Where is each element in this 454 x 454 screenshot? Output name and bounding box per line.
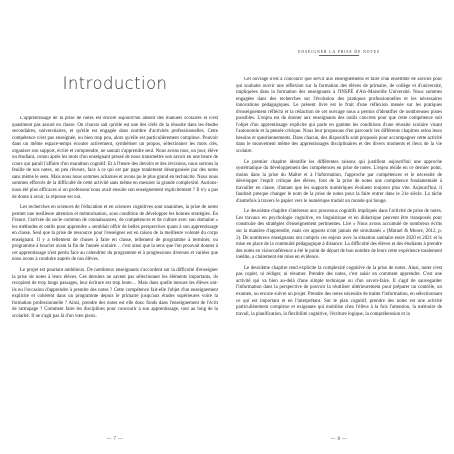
chapter-title: Introduction <box>62 74 168 93</box>
paragraph: L'apprentissage de la prise de notes est encore aujourd'hui absent des manuels scolaires et n'est quasiment pas assuré en classe. On chacun sait qu'elle est une des clefs de la réussite dans les études secondaires, universitaires, et qu'elle est engagée dans nombre d'activités professionnelles. Cette compétence n'est pas enseignée, ou bien trop peu, alors qu'elle est particulièrement complexe. Pouvoir dans un même espace-temps écouter activement, synthétiser un propos, sélectionner les mots clés, organiser son support, écrire et comprendre, ne saurait s'apprendre seul. Nous avons tous, un jour, élève ou étudiant, connu après les mots d'un enseignant pressé de nous transmettre son savoir en une heure de cours qui paraît l'affaire d'un marathon cognitif. Et à l'heure des devoirs et des révisions, nous sortons la feuille de nos notes, un peu rêveurs, face à ce qui est par page totalement désorganisée par des notes sans même le sens. Mais nous nous sommes acharnés et avons pu le plus grand en technicité. Nous nous sommes efforcés de la difficulté de cette activité sans même en mesurer la grande complexité. Aurions-nous été plus efficaces si on professeur nous avait ensuite son enseignement explicitement ? Il n'y a pas de doute à avoir, la réponse est oui. <box>12 116 218 200</box>
left-page-body <box>12 116 218 428</box>
paragraph: Le deuxième chapitre s'intéresse aux processus cognitifs impliqués dans l'activité de prise de notes. Les travaux en psychologie cognitive, en linguistique et en didactique peuvent être transposés pour construire des stratégies d'enseignement pertinentes. Lire « Nous avons accumulé de nombreux écrits sur la manière d'apprendre, mais ces apports n'ont jamais été simultanés » (Mutuel & Moore, 2012, p. 3). De nombreux enseignants ont compris ces enjeux avec la situation sanitaire entre 2020 et 2021 et la mise en place de la continuité pédagogique à distance. La difficulté des élèves et des étudiants à prendre des notes en visioconférence a été le point de départ de bon nombre de leurs cette expérience totalement inédite, a clairement été mise en évidence. <box>236 209 442 261</box>
page-number: — 7 — <box>106 437 124 442</box>
right-page <box>236 0 442 454</box>
paragraph: Cet ouvrage n'est à concourir que servir aux enseignements et faire d'un ensemble de savoirs pour qui souhaite ouvrir une réflexion sur la formation des élèves de primaire, de collège et d'université, impliquées dans la formation des enseignants à l'INSPÉ d'Aix-Marseille Université. Nous sommes engagées dans des recherches sur l'évolution des pratiques professionnelles et les nécessaires innovations pédagogiques. Le présent livre est le fruit d'une réflexion menée sur les pratiques d'enseignement réfléchi et la rédaction de cet ouvrage nous a permis d'identifier de nombreuses pistes possibles. L'enjeu est de donner aux enseignants des outils concrets pour que cette compétence soit l'objet d'un apprentissage explicite qui parle en gamme les conditions d'une réussite scolaire visant l'autonomie et la pensée critique. Nous leur proposons d'en parcourir les différents chapitres selon leurs besoins et questionnements. Dans chacun, des dispositifs sont proposés pour accompagner cette activité dans le mouvement même des apprentissages disciplinaires et des divers moments et lieux de la vie scolaire. <box>236 77 442 155</box>
paragraph: Les recherches en sciences de l'éducation et en sciences cognitives sont unanimes, la prise de notes permet une meilleure attention et mémorisation, sous condition de développer les bonnes stratégies. En France, l'arrivée du socle commun de connaissances, de compétences et de culture avec son domaine « les méthodes et outils pour apprendre » semblait offrir de belles perspectives quant à son apprentissage en classe. Seul que la prise de ressource pour l'enseigner est en raison de la meilleure volonté du corps enseignant. Il y a tellement de choses à faire en classe, tellement de programme à terminer, ou programme à boucler avant la fin de l'année scolaire… c'est ainsi que la sens que l'on prouvait donner à cet apprentissage n'est perdu face au calendrier du programme et à progressions diverses et variées que nous avons à conduire auprès de nos élèves. <box>12 205 218 263</box>
paragraph: Le premier chapitre identifie les différentes raisons qui justifient aujourd'hui une approche systématique du développement des compétences en prise de notes. L'enjeu réside en ce dernier point, moins dans la prise du Maître et à l'information, l'approche par compétences et le nécessité de développer l'esprit critique des élèves, font de la prise de notes une compétence fondamentale à travailler en classe, d'autant que les supports numériques évoluent toujours plus vite. Aujourd'hui, il faudrait presque changer le nom de la prise de notes pour la faire entrer dans le 21e siècle. La tâche d'autrefois à travers le papier vers le numérique traduit un monde qui bouge. <box>236 159 442 204</box>
page-number: — 8 — <box>330 437 348 442</box>
right-page-body <box>236 77 442 429</box>
paragraph: Le deuxième chapitre rend explicite la complexité cognitive de la prise de notes. Ainsi, noter n'est pas copier, ni rédiger, ni résumer. Prendre des notes, c'est saisir en comment apprendre. C'est une activité qui va bien au-delà d'une simple technique ou d'un savoir-faire. Il s'agit de sauvegarder l'information dans la perspective de pouvoir la réutiliser ultérieurement pour préparer un contrôle, un examen, ou encore suivre un projet. Prendre des notes nécessite de traiter l'information, en sélectionnant ce qui est important et en l'interprétant. Sur le plan cognitif, prendre des notes est une activité particulièrement complexe et exigeante qui mobilise chez l'élève à la fois l'attention, la mémoire de travail, la planification, la flexibilité cognitive, l'écriture logique, la compréhension et la <box>236 265 442 317</box>
running-header: ENSEIGNER LA PRISE DE NOTES <box>236 50 442 56</box>
paragraph: Le projet est pourtant ambitieux. De nombreux enseignants s'accordent sur la difficulté d'enseigner la prise de notes à leurs élèves. Ces derniers ne savent pas sélectionner les éléments importants, ils recopient de trop longs passages, leur écriture est trop lente… Mais dans quelle mesure les élèves ont-ils eu l'occasion d'apprendre à prendre des notes ? Cette compétence fait-elle l'objet d'un enseignement explicite et cohérent dans un programme depuis le primaire jusqu'aux études supérieures voire la formation professionnelle ? Ainsi, prendre des notes est elle donc fonds dans l'enseignement de l'écrit de rattrapage ? Comment faire les disciplines pour concourir à son apprentissage, tout au long de la scolarité. Il ne s'agit pas là d'un vœu pieux. <box>12 268 218 319</box>
left-page <box>12 0 218 454</box>
